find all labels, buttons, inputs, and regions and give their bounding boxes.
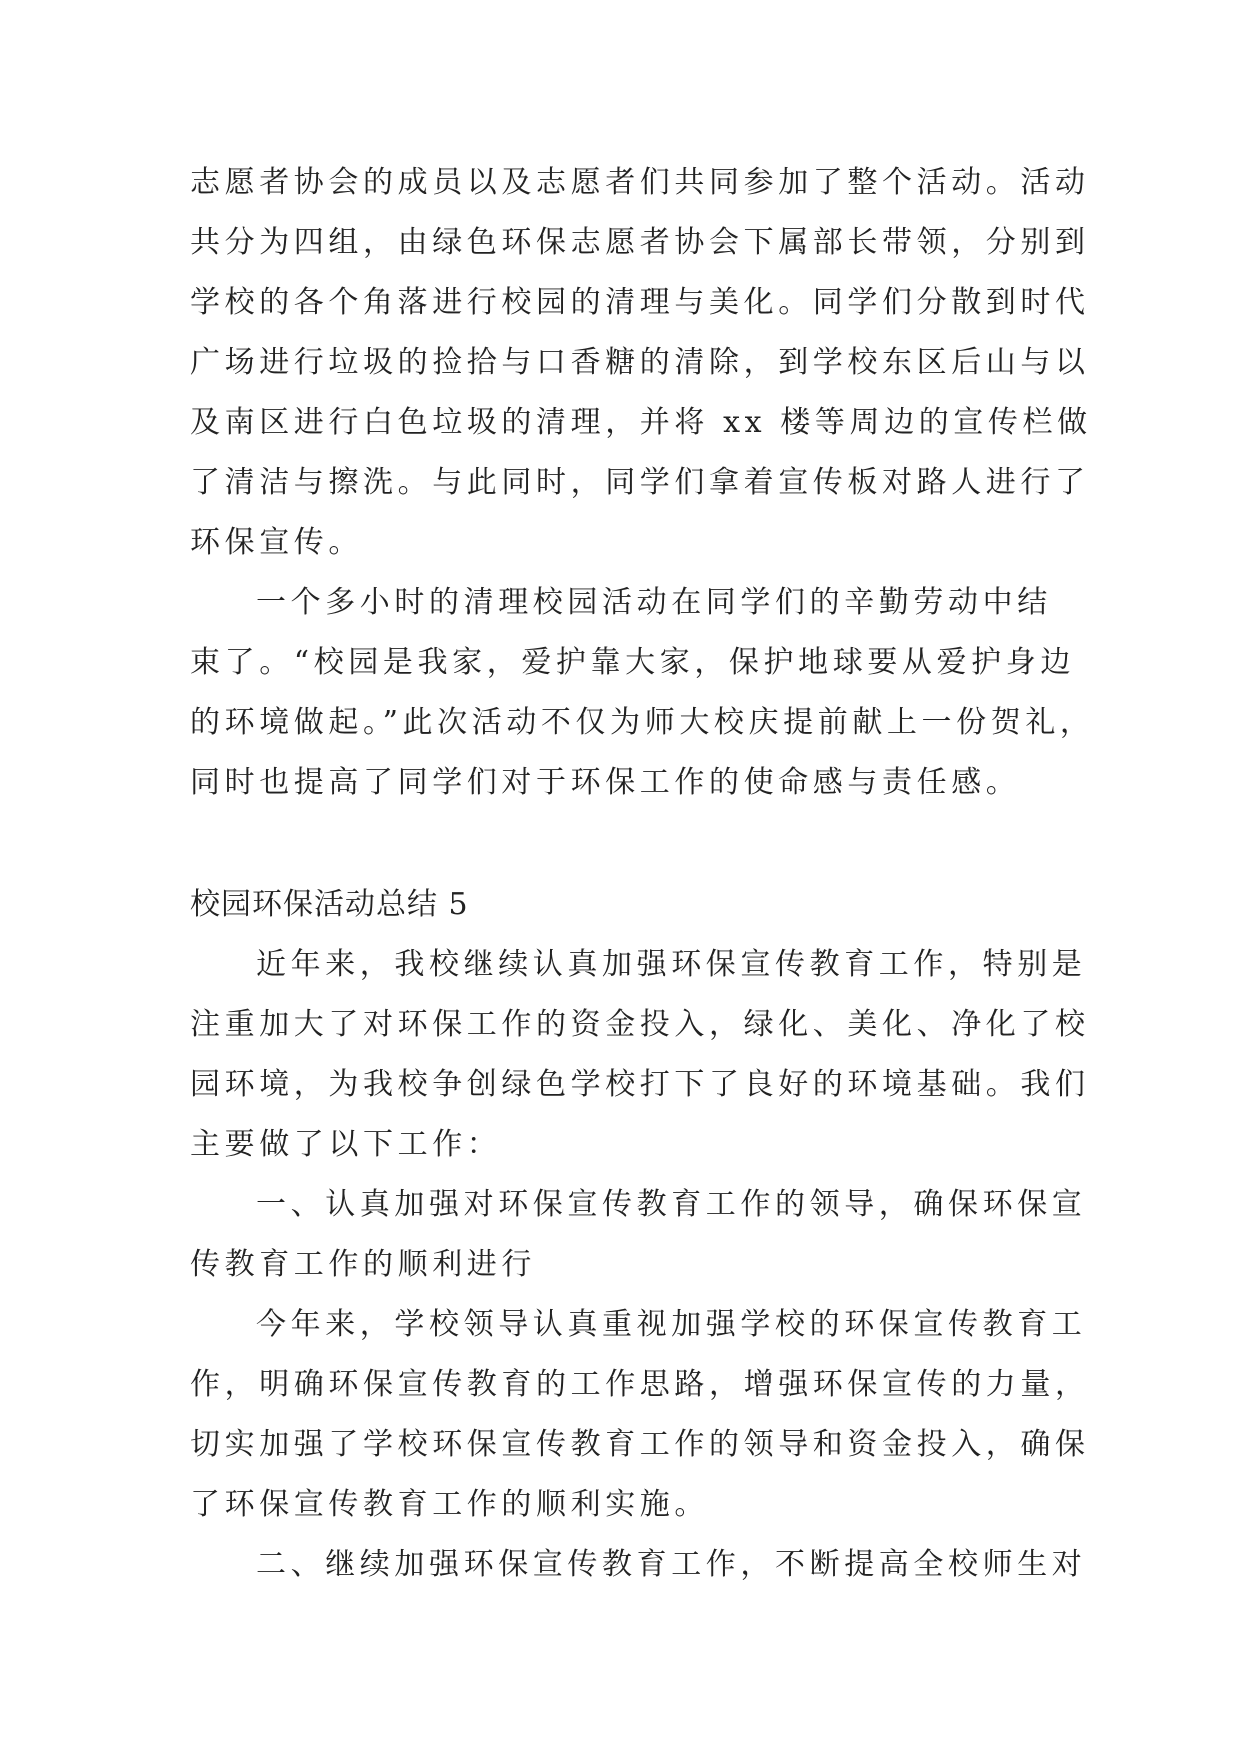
paragraph — [190, 1175, 1087, 1295]
paragraph — [190, 1535, 1087, 1595]
text-line: 二、继续加强环保宣传教育工作，不断提高全校师生对 — [256, 1547, 1087, 1582]
paragraph — [190, 1295, 1090, 1535]
text-line: 志愿者协会的成员以及志愿者们共同参加了整个活动。活动 — [190, 165, 1090, 200]
text-line: 了环保宣传教育工作的顺利实施。 — [190, 1487, 709, 1522]
text-line: 作，明确环保宣传教育的工作思路，增强环保宣传的力量， — [190, 1367, 1090, 1402]
section-heading: 校园环保活动总结 5 — [190, 887, 469, 922]
paragraph — [190, 153, 1092, 573]
text-line: 同时也提高了同学们对于环保工作的使命感与责任感。 — [190, 765, 1021, 800]
text-line: 近年来，我校继续认真加强环保宣传教育工作，特别是 — [256, 947, 1087, 982]
text-line: 共分为四组，由绿色环保志愿者协会下属部长带领，分别到 — [190, 225, 1090, 260]
text-line: 一个多小时的清理校园活动在同学们的辛勤劳动中结 — [256, 585, 1052, 620]
text-line: 广场进行垃圾的捡拾与口香糖的清除，到学校东区后山与以 — [190, 345, 1090, 380]
text-line: 今年来，学校领导认真重视加强学校的环保宣传教育工 — [256, 1307, 1087, 1342]
text-line: 切实加强了学校环保宣传教育工作的领导和资金投入，确保 — [190, 1427, 1090, 1462]
text-line: 一、认真加强对环保宣传教育工作的领导，确保环保宣 — [256, 1187, 1087, 1222]
text-line: 学校的各个角落进行校园的清理与美化。同学们分散到时代 — [190, 285, 1090, 320]
document-body — [190, 153, 1095, 1595]
text-line: 主要做了以下工作： — [190, 1127, 502, 1162]
text-line: 了清洁与擦洗。与此同时，同学们拿着宣传板对路人进行了 — [190, 465, 1090, 500]
text-line: 的环境做起。”此次活动不仅为师大校庆提前献上一份贺礼， — [190, 705, 1095, 740]
paragraph — [190, 573, 1095, 813]
text-line: 传教育工作的顺利进行 — [190, 1247, 536, 1282]
text-line: 束了。“校园是我家，爱护靠大家，保护地球要从爱护身边 — [190, 645, 1075, 680]
text-line: 园环境，为我校争创绿色学校打下了良好的环境基础。我们 — [190, 1067, 1090, 1102]
text-line: 注重加大了对环保工作的资金投入，绿化、美化、净化了校 — [190, 1007, 1090, 1042]
text-line: 及南区进行白色垃圾的清理，并将 xx 楼等周边的宣传栏做 — [190, 405, 1092, 440]
paragraph — [190, 935, 1090, 1175]
text-line: 环保宣传。 — [190, 525, 363, 560]
